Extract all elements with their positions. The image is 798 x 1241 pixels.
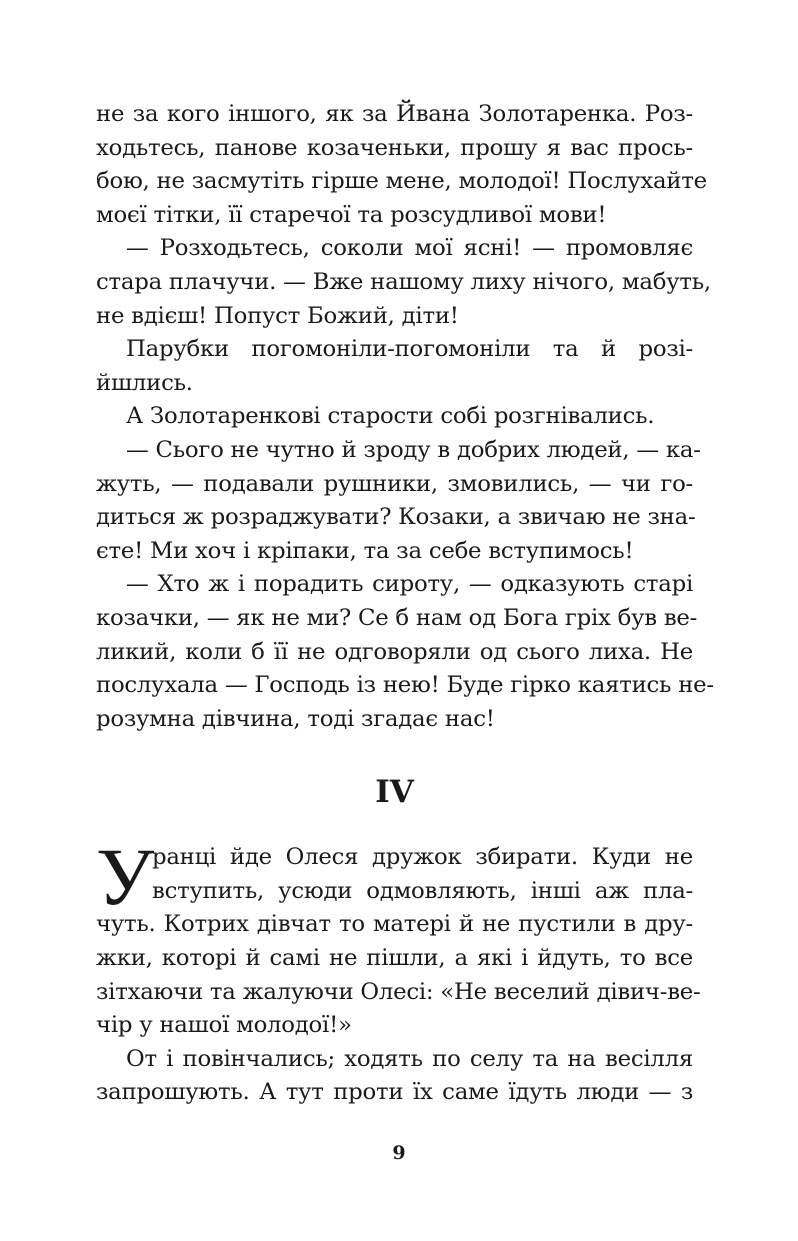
paragraph [96,434,701,568]
text-after-chapter [96,1043,693,1110]
drop-cap-letter: У [96,831,155,923]
text-line: чір у нашої молодої!» [96,1012,352,1039]
text-line: єте! Ми хоч і кріпаки, та за себе вступимось! [96,537,634,564]
paragraph [96,98,707,232]
page-number: 9 [392,1142,406,1164]
text-line: бою, не засмутіть гірше мене, молодої! Послухайте [96,168,707,195]
text-line: — Хто ж і порадить сироту, — одказують старі [126,571,693,598]
text-line: йшлись. [96,369,193,396]
text-line: От і повінчались; ходять по селу та на весілля [126,1045,693,1072]
text-line: ранці йде Олеся дружок збирати. Куди не [152,844,693,871]
text-line: зітхаючи та жалуючи Олесі: «Не веселий дівич-ве- [96,978,701,1005]
chapter-heading: IV [375,774,414,811]
text-line: послухала — Господь із нею! Буде гірко каятись не- [96,672,714,699]
text-line: диться ж розраджувати? Козаки, а звичаю не зна- [96,504,696,531]
text-line: жуть, — подавали рушники, змовились, — чи го- [96,470,693,497]
page-body [96,98,714,1110]
text-line: розумна дівчина, тоді згадає нас! [96,705,495,732]
text-line: ходьтесь, панове козаченьки, прошу я вас прось- [96,134,693,161]
paragraph [96,568,714,736]
drop-cap-paragraph-lines [96,841,701,1043]
paragraph [96,1043,693,1110]
text-line: запрошують. А тут проти їх саме їдуть люди — з [96,1079,693,1106]
paragraph [96,232,711,333]
drop-cap-paragraph [96,831,701,1043]
text-line: — Сього не чутно й зроду в добрих людей, — ка- [126,436,701,463]
text-line: Парубки погомоніли-погомоніли та й розі- [126,336,693,363]
text-line: стара плачучи. — Вже нашому лиху нічого, мабуть, [96,268,711,295]
text-line: ликий, коли б її не одговоряли од сього лиха. Не [96,638,693,665]
text-before-chapter [96,98,714,736]
text-line: жки, которі й самі не пішли, а які і йдуть, то все [96,945,693,972]
text-line: не вдієш! Попуст Божий, діти! [96,302,459,329]
text-line: козачки, — як не ми? Се б нам од Бога гріх був ве- [96,604,698,631]
text-line: А Золотаренкові старости собі розгнівались. [126,403,655,430]
text-line: моєї тітки, її старечої та розсудливої мови! [96,201,607,228]
text-line: вступить, усюди одмовляють, інші аж пла- [152,877,693,904]
text-line: чуть. Котрих дівчат то матері й не пустили в дру- [96,911,693,938]
text-line: не за кого іншого, як за Йвана Золотаренка. Роз- [96,101,693,127]
paragraph [96,333,693,400]
paragraph [96,400,693,434]
text-line: — Розходьтесь, соколи мої ясні! — промовляє [126,235,693,262]
